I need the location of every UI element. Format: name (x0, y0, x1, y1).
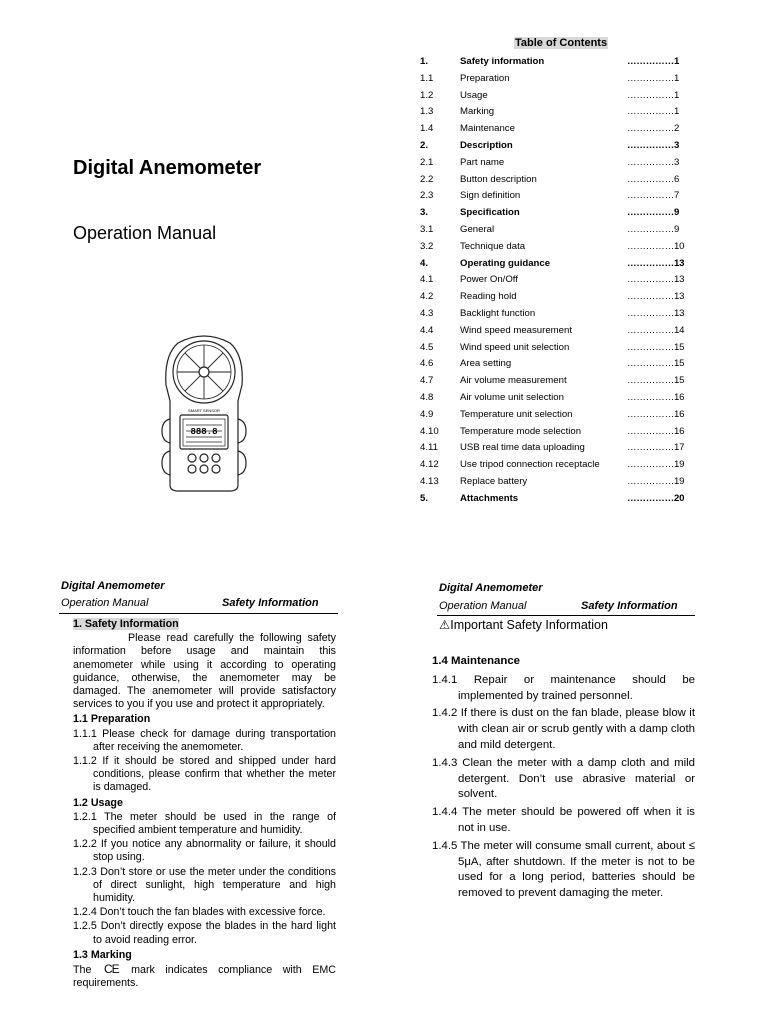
toc-entry-title: Wind speed unit selection (460, 341, 570, 353)
toc-entry (420, 88, 690, 105)
toc-entry-title: Backlight function (460, 307, 536, 319)
cover-subtitle: Operation Manual (73, 223, 217, 243)
toc-entry-page: ……………3 (627, 156, 680, 168)
list-item: 1.2.1 The meter should be used in the range of specified ambient temperature and humidity. (73, 810, 336, 837)
toc-entry (420, 155, 690, 172)
toc-entry-number: 2.3 (420, 190, 434, 202)
toc-entry-title: Use tripod connection receptacle (460, 459, 600, 471)
toc-entry-page: ……………2 (627, 123, 680, 135)
toc-entry-page: ……………13 (627, 257, 685, 269)
toc-entry-page: ……………16 (627, 408, 685, 420)
toc-entry-number: 4.3 (420, 307, 434, 319)
toc-entry-title: Specification (460, 207, 520, 219)
toc-entry-title: Air volume measurement (460, 375, 567, 387)
section-1-intro: Please read carefully the following safety information before usage and maintain this anemometer while using it according to operating guidance, otherwise, the anemometer may be damaged. The anemometer will provide satisfactory services to you if you use and protect it appropriately. (73, 632, 336, 711)
toc-entry-number: 4.7 (420, 375, 434, 387)
toc-entry-page: ……………13 (627, 274, 685, 286)
toc-entry-page: ……………15 (627, 375, 685, 387)
toc-entry-number: 1.4 (420, 123, 434, 135)
device-brand-label: SMART SENSOR (188, 408, 220, 413)
list-item: 1.1.2 If it should be stored and shipped under hard conditions, please confirm that whether the meter is damaged. (73, 755, 336, 794)
toc-entry (420, 340, 690, 357)
toc-entry (420, 205, 690, 222)
toc-entry (420, 424, 690, 441)
toc-entry-number: 4.11 (420, 442, 438, 454)
ce-mark-icon: CE (103, 962, 119, 977)
toc-entry-page: ……………17 (627, 442, 685, 454)
list-item: 1.2.3 Don’t store or use the meter under the conditions of direct sunlight, high temperature and high humidity. (73, 865, 336, 905)
list-item: 1.2.5 Don’t directly expose the blades in the hard light to avoid reading error. (73, 920, 336, 946)
toc-entry-title: Technique data (460, 240, 526, 252)
toc-entry-page: ……………1 (627, 89, 680, 101)
toc-entry (420, 121, 690, 138)
toc-entry (420, 138, 690, 155)
section-1-4-heading: 1.4 Maintenance (432, 655, 520, 667)
toc-entry-page: ……………16 (627, 425, 685, 437)
toc-entry (420, 407, 690, 424)
toc-entry (420, 491, 690, 508)
toc-entry-title: Attachments (460, 492, 519, 504)
toc-entry-title: Sign definition (460, 190, 521, 202)
toc-list (420, 54, 690, 508)
toc-entry (420, 390, 690, 407)
toc-entry-page: ……………9 (627, 207, 680, 219)
toc-entry (420, 356, 690, 373)
toc-entry-title: Air volume unit selection (460, 391, 564, 403)
list-item: 1.4.4 The meter should be powered off when it is not in use. (432, 806, 695, 834)
toc-entry-number: 4.13 (420, 475, 439, 487)
toc-entry (420, 457, 690, 474)
important-safety-label: Important Safety Information (450, 618, 608, 632)
toc-entry-number: 4.6 (420, 358, 434, 370)
toc-entry (420, 222, 690, 239)
toc-entry-page: ……………1 (627, 56, 680, 67)
section-1-heading: 1. Safety Information (73, 618, 179, 630)
toc-entry (420, 71, 690, 88)
left-header-title: Digital Anemometer (61, 580, 165, 592)
toc-entry-number: 4.12 (420, 459, 439, 471)
toc-entry-title: Operating guidance (460, 257, 551, 269)
toc-entry-page: ……………15 (627, 358, 685, 370)
toc-entry (420, 440, 690, 457)
toc-entry-number: 3.1 (420, 223, 434, 235)
toc-entry (420, 256, 690, 273)
toc-entry (420, 306, 690, 323)
toc-entry-page: ……………6 (627, 173, 680, 185)
toc-entry-title: Preparation (460, 72, 510, 84)
toc-entry-number: 4.8 (420, 391, 434, 403)
section-1-2-heading: 1.2 Usage (73, 796, 123, 809)
toc-entry (420, 272, 690, 289)
toc-entry-title: Part name (460, 156, 505, 168)
toc-entry-page: ……………7 (627, 190, 680, 202)
toc-entry-number: 1. (420, 56, 429, 67)
left-header-rule (59, 613, 338, 614)
left-header-subtitle: Operation Manual (61, 597, 149, 609)
toc-entry (420, 188, 690, 205)
toc-entry-page: ……………1 (627, 72, 680, 84)
list-item: 1.4.1 Repair or maintenance should be implemented by trained personnel. (432, 673, 695, 702)
toc-entry-number: 4.10 (420, 425, 439, 437)
right-header-rule (437, 615, 695, 616)
toc-entry-title: Temperature unit selection (460, 408, 573, 420)
right-page-body (432, 652, 695, 904)
toc-entry-number: 4. (420, 257, 429, 269)
toc-entry-number: 2.1 (420, 156, 434, 168)
left-header-section: Safety Information (222, 597, 319, 609)
cover-title: Digital Anemometer (73, 157, 262, 179)
right-header-section: Safety Information (581, 600, 678, 612)
toc-entry-number: 1.2 (420, 89, 434, 101)
section-1-1-heading: 1.1 Preparation (73, 713, 151, 726)
toc-entry (420, 172, 690, 189)
toc-entry-number: 1.1 (420, 72, 434, 84)
toc-entry-page: ……………15 (627, 341, 685, 353)
toc-entry (420, 323, 690, 340)
toc-entry-title: Area setting (460, 358, 512, 370)
toc-entry-title: Safety information (460, 56, 545, 67)
right-header-title: Digital Anemometer (439, 582, 543, 594)
right-header-subtitle: Operation Manual (439, 600, 527, 612)
toc-entry (420, 289, 690, 306)
toc-title: Table of Contents (515, 37, 608, 49)
toc-entry-title: General (460, 223, 495, 235)
device-lcd-reading: 888.8 (190, 427, 218, 437)
toc-entry-title: Marking (460, 106, 495, 118)
left-page-body (73, 616, 336, 990)
list-item: 1.2.2 If you notice any abnormality or failure, it should stop using. (73, 838, 336, 864)
toc-entry-page: ……………1 (627, 106, 680, 118)
warning-icon: ⚠ (439, 618, 451, 632)
toc-entry-title: Maintenance (460, 123, 515, 135)
toc-entry-page: ……………13 (627, 291, 685, 303)
toc-entry-number: 4.5 (420, 341, 434, 353)
toc-entry (420, 373, 690, 390)
toc-entry-page: ……………14 (627, 324, 685, 336)
toc-entry-number: 2.2 (420, 173, 434, 185)
toc-entry-number: 4.4 (420, 324, 434, 336)
toc-entry-title: Wind speed measurement (460, 324, 572, 336)
toc-entry-page: ……………19 (627, 459, 685, 471)
list-item: 1.4.3 Clean the meter with a damp cloth and mild detergent. Don’t use abrasive material or solvent. (432, 756, 695, 801)
list-item: 1.4.2 If there is dust on the fan blade, please blow it with clean air or scrub gently with a damp cloth and mild detergent. (432, 707, 695, 751)
toc-entry-title: Replace battery (460, 475, 528, 487)
toc-entry (420, 239, 690, 256)
toc-entry-number: 4.2 (420, 291, 434, 303)
toc-entry-number: 3. (420, 207, 429, 219)
toc-entry-page: ……………20 (627, 492, 685, 504)
toc-entry-title: Description (460, 139, 513, 151)
important-safety-heading (439, 617, 608, 632)
toc-entry (420, 54, 690, 71)
toc-entry-title: Usage (460, 89, 488, 101)
toc-entry-title: Button description (460, 173, 537, 185)
toc-entry-number: 2. (420, 139, 429, 151)
toc-entry-number: 4.9 (420, 408, 434, 420)
toc-entry-page: ……………10 (627, 240, 685, 252)
toc-entry (420, 474, 690, 491)
toc-entry-number: 5. (420, 492, 429, 504)
toc-entry-page: ……………19 (627, 475, 685, 487)
toc-entry-page: ……………9 (627, 223, 680, 235)
toc-entry-title: Temperature mode selection (460, 425, 582, 437)
list-item: 1.1.1 Please check for damage during transportation after receiving the anemometer. (73, 727, 336, 753)
toc-entry (420, 104, 690, 121)
toc-entry-title: Power On/Off (460, 274, 518, 286)
list-item: 1.4.5 The meter will consume small current, about ≤ 5μA, after shutdown. If the meter is not to be used for a long period, batteries should be removed to prevent damaging the meter. (432, 839, 695, 900)
toc-entry-title: Reading hold (460, 291, 517, 303)
toc-entry-number: 4.1 (420, 274, 434, 286)
toc-entry-title: USB real time data uploading (460, 442, 585, 454)
toc-entry-page: ……………3 (627, 139, 680, 151)
toc-entry-page: ……………13 (627, 307, 685, 319)
anemometer-illustration (158, 335, 250, 493)
section-1-3-text: The CE mark indicates compliance with EMC requirements. (73, 962, 336, 990)
list-item: 1.2.4 Don’t touch the fan blades with excessive force. (73, 906, 326, 919)
section-1-3-heading: 1.3 Marking (73, 948, 132, 961)
toc-entry-number: 1.3 (420, 106, 434, 118)
toc-entry-page: ……………16 (627, 391, 685, 403)
toc-entry-number: 3.2 (420, 240, 434, 252)
